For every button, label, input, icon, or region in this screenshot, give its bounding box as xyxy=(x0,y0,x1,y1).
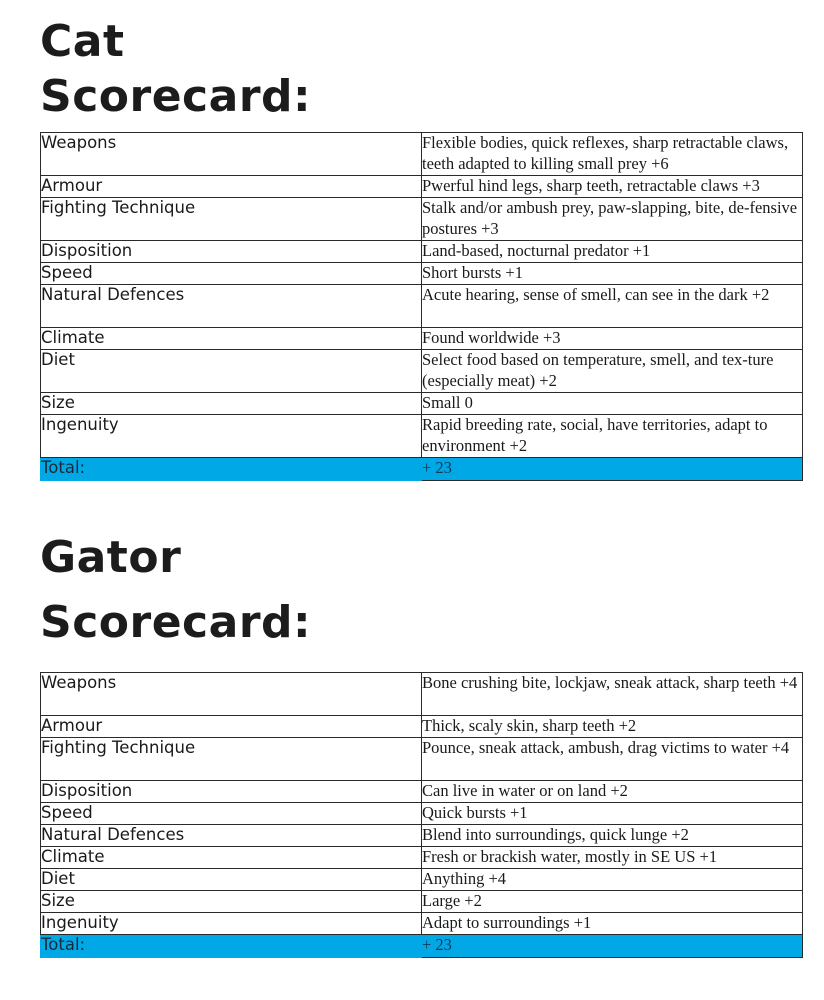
row-label: Ingenuity xyxy=(41,415,422,458)
gator-title-line1: Gator xyxy=(40,532,182,583)
table-row xyxy=(41,825,803,847)
table-row xyxy=(41,803,803,825)
total-label: Total: xyxy=(41,935,422,958)
table-row xyxy=(41,198,803,241)
row-label: Disposition xyxy=(41,241,422,263)
row-value: Pounce, sneak attack, ambush, drag victims to water +4 xyxy=(422,738,803,781)
table-row xyxy=(41,263,803,285)
row-label: Speed xyxy=(41,263,422,285)
row-value: Land-based, nocturnal predator +1 xyxy=(422,241,803,263)
row-value: Bone crushing bite, lockjaw, sneak attack, sharp teeth +4 xyxy=(422,673,803,716)
table-row xyxy=(41,716,803,738)
row-label: Disposition xyxy=(41,781,422,803)
row-label: Speed xyxy=(41,803,422,825)
table-row xyxy=(41,738,803,781)
gator-title-line2: Scorecard: xyxy=(40,597,312,648)
row-value: Found worldwide +3 xyxy=(422,328,803,350)
row-label: Climate xyxy=(41,847,422,869)
row-label: Natural Defences xyxy=(41,825,422,847)
row-label: Natural Defences xyxy=(41,285,422,328)
row-value: Adapt to surroundings +1 xyxy=(422,913,803,935)
row-value: Large +2 xyxy=(422,891,803,913)
cat-title-line2: Scorecard: xyxy=(40,71,312,122)
row-value: Short bursts +1 xyxy=(422,263,803,285)
row-label: Armour xyxy=(41,176,422,198)
row-value: Anything +4 xyxy=(422,869,803,891)
row-label: Size xyxy=(41,393,422,415)
table-row xyxy=(41,869,803,891)
row-value: Fresh or brackish water, mostly in SE US +1 xyxy=(422,847,803,869)
cat-scorecard-table xyxy=(40,132,803,481)
table-row xyxy=(41,673,803,716)
row-label: Armour xyxy=(41,716,422,738)
row-value: Rapid breeding rate, social, have territories, adapt to environment +2 xyxy=(422,415,803,458)
row-label: Fighting Technique xyxy=(41,198,422,241)
row-value: Small 0 xyxy=(422,393,803,415)
total-row xyxy=(41,935,803,958)
row-value: Blend into surroundings, quick lunge +2 xyxy=(422,825,803,847)
table-row xyxy=(41,328,803,350)
table-row xyxy=(41,891,803,913)
table-row xyxy=(41,415,803,458)
cat-scorecard-title xyxy=(40,14,311,124)
row-value: Thick, scaly skin, sharp teeth +2 xyxy=(422,716,803,738)
row-value: Select food based on temperature, smell, and tex-ture (especially meat) +2 xyxy=(422,350,803,393)
total-label: Total: xyxy=(41,458,422,481)
total-row xyxy=(41,458,803,481)
row-label: Weapons xyxy=(41,133,422,176)
table-row xyxy=(41,133,803,176)
table-row xyxy=(41,913,803,935)
row-label: Diet xyxy=(41,869,422,891)
cat-title-line1: Cat xyxy=(40,16,125,67)
row-label: Weapons xyxy=(41,673,422,716)
table-row xyxy=(41,847,803,869)
row-label: Ingenuity xyxy=(41,913,422,935)
row-label: Diet xyxy=(41,350,422,393)
table-row xyxy=(41,781,803,803)
table-row xyxy=(41,241,803,263)
row-label: Fighting Technique xyxy=(41,738,422,781)
row-value: Flexible bodies, quick reflexes, sharp retractable claws, teeth adapted to killing small prey +6 xyxy=(422,133,803,176)
row-value: Quick bursts +1 xyxy=(422,803,803,825)
table-row xyxy=(41,176,803,198)
table-row xyxy=(41,393,803,415)
row-value: Pwerful hind legs, sharp teeth, retractable claws +3 xyxy=(422,176,803,198)
gator-scorecard-title xyxy=(40,530,311,650)
row-value: Stalk and/or ambush prey, paw-slapping, bite, de-fensive postures +3 xyxy=(422,198,803,241)
row-label: Climate xyxy=(41,328,422,350)
row-label: Size xyxy=(41,891,422,913)
row-value: Acute hearing, sense of smell, can see in the dark +2 xyxy=(422,285,803,328)
total-value: + 23 xyxy=(422,935,803,958)
table-row xyxy=(41,285,803,328)
row-value: Can live in water or on land +2 xyxy=(422,781,803,803)
gator-scorecard-table xyxy=(40,672,803,958)
total-value: + 23 xyxy=(422,458,803,481)
table-row xyxy=(41,350,803,393)
